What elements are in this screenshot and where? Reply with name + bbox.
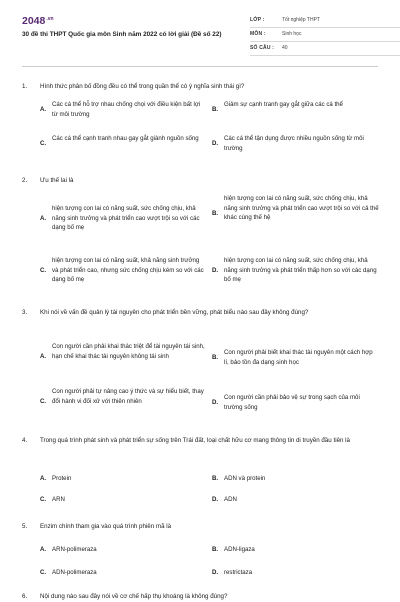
- meta-table: [250, 14, 400, 56]
- question-text: Hình thức phân bố đồng đều có thể trong quần thể có ý nghĩa sinh thái gì?: [40, 83, 245, 90]
- question-text: Ưu thế lai là: [40, 177, 74, 184]
- question-text: Khi nói về vấn đề quản lý tài nguyên cho phát triển bền vững, phát biểu nào sau đây không đúng?: [40, 309, 309, 316]
- meta-row-subject: MÔN : Sinh học: [250, 28, 400, 42]
- site-logo[interactable]: $2048^{.vn}$: [22, 15, 54, 27]
- question-text: Nội dung nào sau đây nói về cơ chế hấp thụ khoáng là không đúng?: [40, 593, 228, 600]
- meta-row-class: LỚP : Tốt nghiệp THPT: [250, 14, 400, 28]
- question-text: Enzim chính tham gia vào quá trình phiên mã là: [40, 523, 172, 530]
- question-text: Trong quá trình phát sinh và phát triển sự sống trên Trái đất, loại chất hữu cơ mang thông tin di truyền đầu tiên là: [40, 437, 350, 444]
- header-divider: [22, 66, 378, 67]
- page-header: [22, 14, 382, 58]
- meta-row-count: SỐ CÂU : 40: [250, 42, 400, 56]
- document-title: 30 đề thi THPT Quốc gia môn Sinh năm 2022 có lời giải (Đề số 22): [22, 31, 222, 38]
